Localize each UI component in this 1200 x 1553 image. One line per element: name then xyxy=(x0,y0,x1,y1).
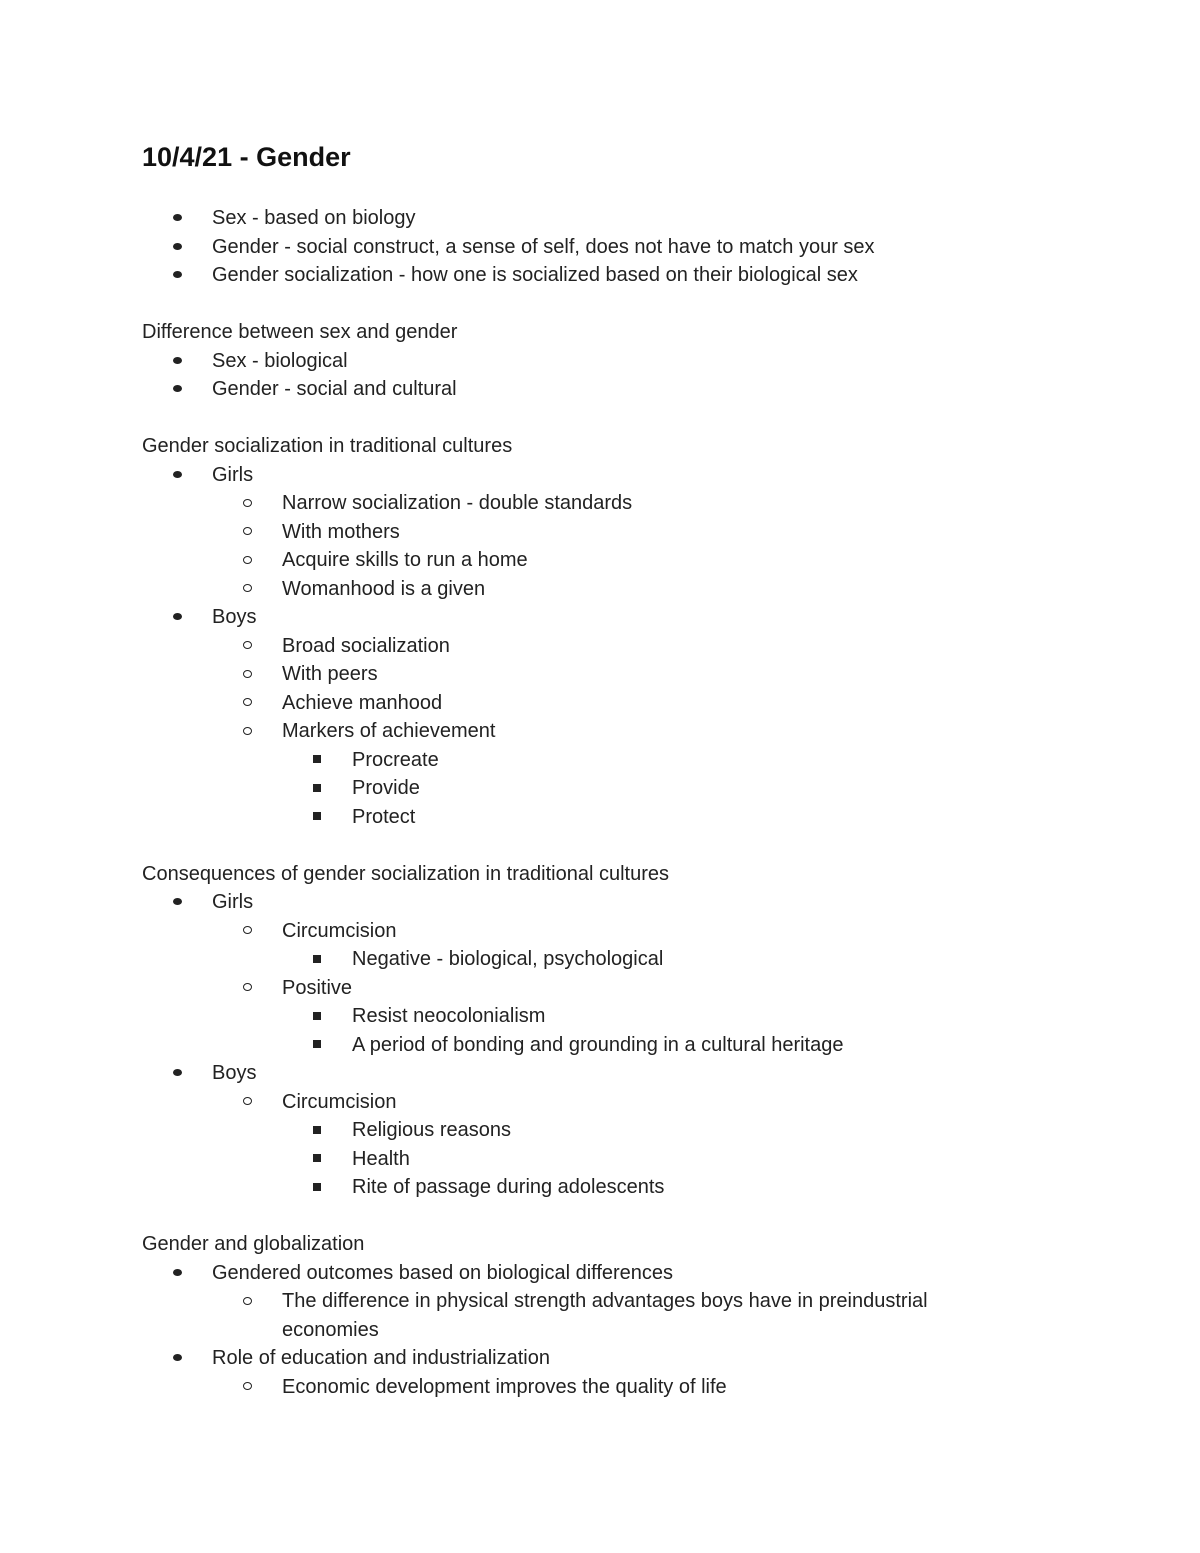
list-item xyxy=(142,803,415,832)
list-item xyxy=(142,489,632,518)
bullet-square-icon xyxy=(282,1145,352,1174)
section-heading xyxy=(142,860,669,889)
bullet-circle-icon xyxy=(212,1287,282,1316)
bullet-circle-icon xyxy=(212,489,282,518)
list-item xyxy=(142,945,663,974)
bullet-dot-icon xyxy=(142,347,212,376)
item-text: Girls xyxy=(212,463,254,486)
list-item xyxy=(142,1259,673,1288)
bullet-square-icon xyxy=(282,945,352,974)
item-text: With mothers xyxy=(282,520,400,543)
bullet-square-icon xyxy=(282,774,352,803)
item-text: Resist neocolonialism xyxy=(352,1005,546,1027)
bullet-square-icon xyxy=(282,746,352,775)
list-item xyxy=(142,1373,727,1402)
item-text: The difference in physical strength advantages boys have in preindustrial economies xyxy=(282,1290,928,1341)
bullet-dot-icon xyxy=(142,888,212,917)
item-text: Procreate xyxy=(352,748,439,771)
item-text: Provide xyxy=(352,777,420,799)
list-item xyxy=(142,689,442,718)
item-text: Markers of achievement xyxy=(282,720,496,742)
page-title: 10/4/21 - Gender xyxy=(142,142,351,172)
list-item xyxy=(142,1173,664,1202)
list-item xyxy=(142,1116,511,1145)
item-text: Gender and globalization xyxy=(142,1233,365,1255)
bullet-circle-icon xyxy=(212,1373,282,1402)
item-text: Narrow socialization - double standards xyxy=(282,492,633,514)
list-item xyxy=(142,746,439,775)
list-item xyxy=(142,1088,396,1117)
item-text: With peers xyxy=(282,663,378,685)
list-item xyxy=(142,375,457,404)
item-text: Circumcision xyxy=(282,1090,397,1113)
list-item xyxy=(142,461,253,490)
item-text: Protect xyxy=(352,805,416,828)
item-text: A period of bonding and grounding in a cultural heritage xyxy=(352,1033,844,1056)
list-item xyxy=(142,1344,550,1373)
bullet-dot-icon xyxy=(142,375,212,404)
item-text: Consequences of gender socialization in traditional cultures xyxy=(142,862,669,885)
item-text: Gender socialization - how one is socialized based on their biological sex xyxy=(212,264,858,286)
bullet-circle-icon xyxy=(212,632,282,661)
bullet-dot-icon xyxy=(142,261,212,290)
list-item xyxy=(142,603,256,632)
item-text: Economic development improves the quality of life xyxy=(282,1375,727,1398)
list-item xyxy=(142,1145,410,1174)
bullet-dot-icon xyxy=(142,1059,212,1088)
item-text: Sex - based on biology xyxy=(212,207,416,229)
item-text: Rite of passage during adolescents xyxy=(352,1176,665,1198)
bullet-circle-icon xyxy=(212,1088,282,1117)
list-item xyxy=(142,347,348,376)
list-item xyxy=(142,774,420,803)
list-item xyxy=(142,660,378,689)
item-text: Health xyxy=(352,1147,410,1170)
item-text: Boys xyxy=(212,606,257,628)
item-text: Gendered outcomes based on biological differences xyxy=(212,1261,674,1284)
item-text: Womanhood is a given xyxy=(282,577,486,600)
list-item xyxy=(142,204,415,233)
list-item xyxy=(142,917,396,946)
list-item xyxy=(142,546,528,575)
list-item xyxy=(142,518,400,547)
item-text: Acquire skills to run a home xyxy=(282,549,528,571)
bullet-circle-icon xyxy=(212,518,282,547)
list-item xyxy=(142,1287,982,1344)
item-text: Boys xyxy=(212,1062,257,1084)
list-item xyxy=(142,717,495,746)
bullet-circle-icon xyxy=(212,974,282,1003)
item-text: Broad socialization xyxy=(282,634,450,657)
bullet-square-icon xyxy=(282,1173,352,1202)
bullet-circle-icon xyxy=(212,689,282,718)
item-text: Achieve manhood xyxy=(282,691,443,714)
item-text: Sex - biological xyxy=(212,349,348,372)
item-text: Difference between sex and gender xyxy=(142,321,458,343)
bullet-square-icon xyxy=(282,1116,352,1145)
bullet-circle-icon xyxy=(212,917,282,946)
item-text: Religious reasons xyxy=(352,1119,511,1141)
item-text: Negative - biological, psychological xyxy=(352,948,664,970)
list-item xyxy=(142,1031,843,1060)
bullet-square-icon xyxy=(282,1002,352,1031)
item-text: Gender - social construct, a sense of self, does not have to match your sex xyxy=(212,235,875,258)
bullet-dot-icon xyxy=(142,1259,212,1288)
bullet-dot-icon xyxy=(142,204,212,233)
bullet-circle-icon xyxy=(212,717,282,746)
list-item xyxy=(142,261,858,290)
list-item xyxy=(142,575,485,604)
section-heading xyxy=(142,1230,364,1259)
section-heading xyxy=(142,318,457,347)
bullet-circle-icon xyxy=(212,660,282,689)
list-item xyxy=(142,974,352,1003)
item-text: Role of education and industrialization xyxy=(212,1347,550,1369)
bullet-circle-icon xyxy=(212,546,282,575)
list-item xyxy=(142,1002,545,1031)
bullet-dot-icon xyxy=(142,603,212,632)
item-text: Girls xyxy=(212,891,254,913)
item-text: Gender - social and cultural xyxy=(212,378,457,400)
bullet-dot-icon xyxy=(142,461,212,490)
bullet-square-icon xyxy=(282,803,352,832)
bullet-dot-icon xyxy=(142,233,212,262)
item-text: Circumcision xyxy=(282,919,397,942)
bullet-circle-icon xyxy=(212,575,282,604)
section-heading xyxy=(142,432,512,461)
item-text: Gender socialization in traditional cultures xyxy=(142,435,513,457)
list-item xyxy=(142,888,253,917)
list-item xyxy=(142,632,450,661)
list-item xyxy=(142,233,875,262)
bullet-square-icon xyxy=(282,1031,352,1060)
bullet-dot-icon xyxy=(142,1344,212,1373)
list-item xyxy=(142,1059,256,1088)
item-text: Positive xyxy=(282,976,353,999)
